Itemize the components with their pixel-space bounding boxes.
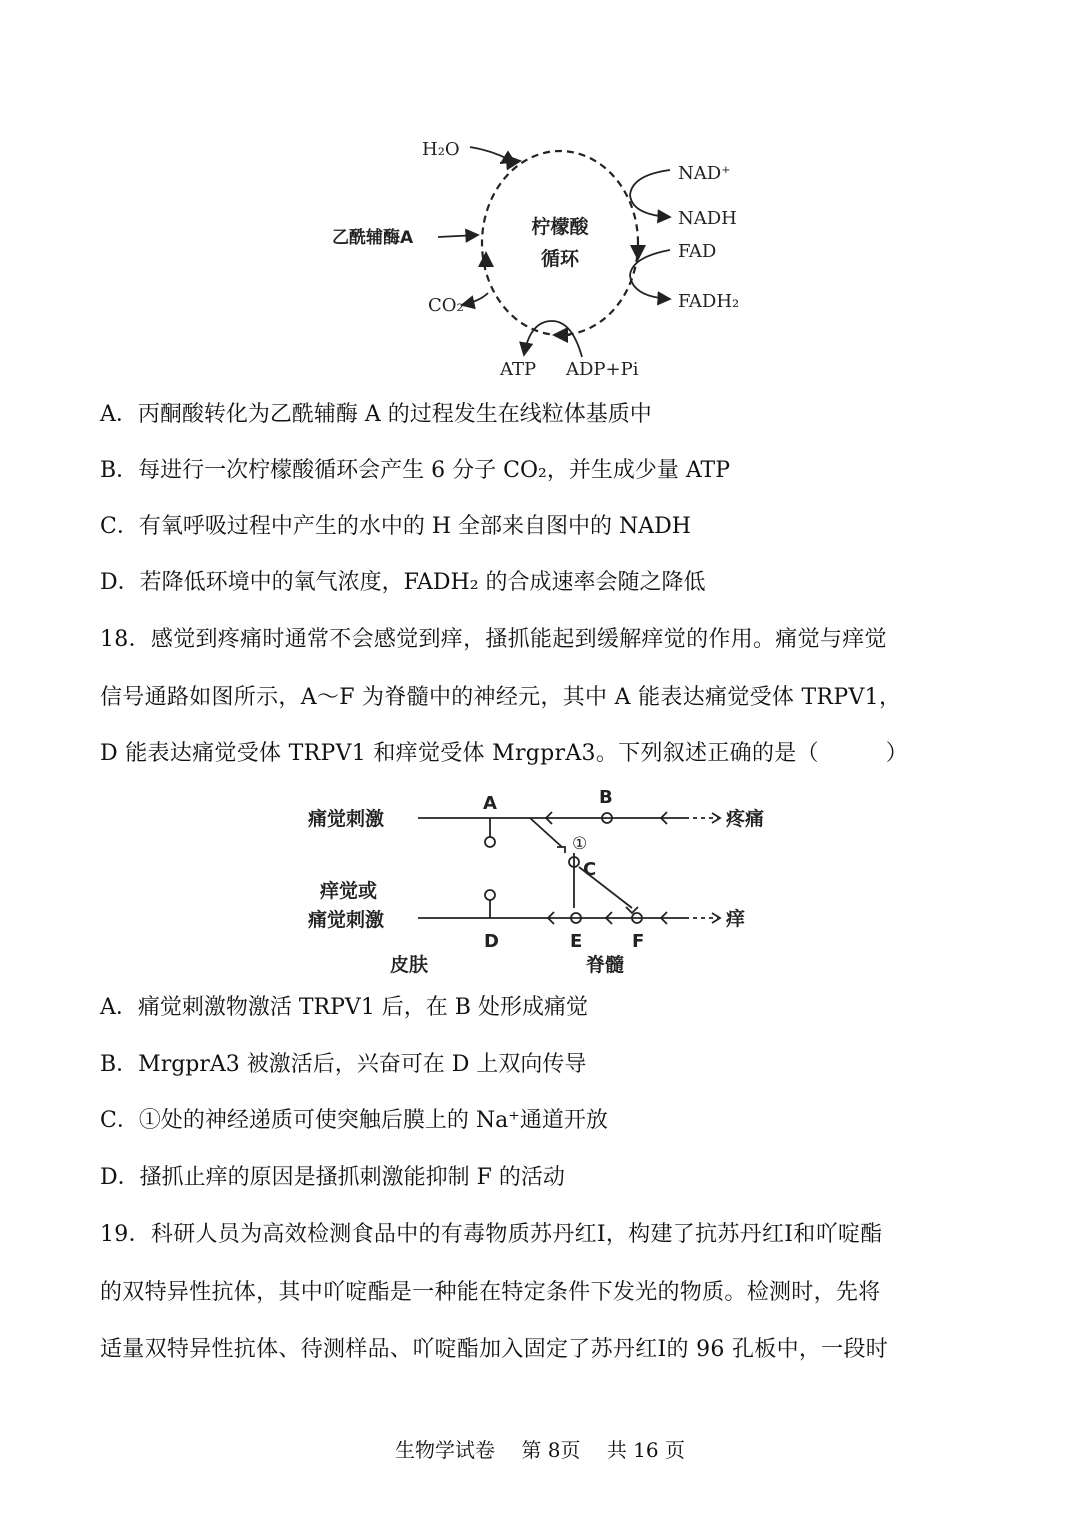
page-footer bbox=[0, 1436, 1080, 1464]
footer-subject: 生物学试卷 bbox=[395, 1438, 495, 1462]
q19-stem-line-2: 的双特异性抗体，其中吖啶酯是一种能在特定条件下发光的物质。检测时，先将 bbox=[100, 1280, 881, 1305]
center-label-1: 柠檬酸 bbox=[531, 216, 589, 238]
q18-option-b: B．MrgprA3 被激活后，兴奋可在 D 上双向传导 bbox=[100, 1052, 587, 1077]
center-label-2: 循环 bbox=[540, 248, 580, 270]
q17-option-c: C．有氧呼吸过程中产生的水中的 H 全部来自图中的 NADH bbox=[100, 514, 691, 539]
q18-option-d: D．搔抓止痒的原因是搔抓刺激能抑制 F 的活动 bbox=[100, 1165, 565, 1190]
co2-label: CO₂ bbox=[428, 295, 464, 316]
pain-output-head bbox=[712, 813, 720, 823]
fad-label: FAD bbox=[678, 241, 717, 262]
q18-stem-line-1: 18．感觉到疼痛时通常不会感觉到痒，搔抓能起到缓解痒觉的作用。痛觉与痒觉 bbox=[100, 627, 887, 652]
itch-stimulus-label-1: 痒觉或 bbox=[320, 880, 378, 902]
label-d: D bbox=[484, 931, 499, 952]
footer-total: 共 16 页 bbox=[606, 1438, 685, 1462]
nadh-label: NADH bbox=[678, 208, 737, 229]
co2-arrow bbox=[462, 293, 488, 305]
q19-stem-line-1: 19．科研人员为高效检测食品中的有毒物质苏丹红I，构建了抗苏丹红I和吖啶酯 bbox=[100, 1222, 883, 1247]
pain-output-label: 疼痛 bbox=[726, 808, 765, 830]
q18-option-a: A．痛觉刺激物激活 TRPV1 后，在 B 处形成痛觉 bbox=[100, 995, 588, 1020]
q18-stem-line-3: D 能表达痛觉受体 TRPV1 和痒觉受体 MrgprA3。下列叙述正确的是（ ） bbox=[100, 741, 909, 766]
skin-label: 皮肤 bbox=[390, 954, 429, 976]
itch-output-label: 痒 bbox=[726, 908, 746, 930]
itch-output-head bbox=[712, 913, 720, 923]
adp-to-atp-arrow bbox=[524, 321, 582, 357]
atp-label: ATP bbox=[500, 359, 537, 380]
synapse-1 bbox=[557, 847, 565, 853]
label-a: A bbox=[483, 793, 497, 814]
label-circle-1: ① bbox=[572, 834, 588, 854]
cycle-arrow-top bbox=[500, 161, 520, 163]
pain-itch-pathway-diagram bbox=[300, 785, 800, 980]
pain-stimulus-label: 痛觉刺激 bbox=[308, 808, 385, 830]
itch-stimulus-label-2: 痛觉刺激 bbox=[308, 909, 385, 931]
q19-stem-line-3: 适量双特异性抗体、待测样品、吖啶酯加入固定了苏丹红I的 96 孔板中，一段时 bbox=[100, 1337, 889, 1362]
q18-option-c: C．①处的神经递质可使突触后膜上的 Na⁺通道开放 bbox=[100, 1108, 608, 1133]
h2o-arrow bbox=[470, 147, 515, 163]
label-e: E bbox=[570, 931, 583, 952]
citric-acid-cycle-diagram bbox=[320, 125, 770, 390]
label-f: F bbox=[632, 931, 645, 952]
label-c: C bbox=[583, 859, 597, 880]
q17-option-a: A．丙酮酸转化为乙酰辅酶 A 的过程发生在线粒体基质中 bbox=[100, 402, 652, 427]
acetyl-coa-label: 乙酰辅酶A bbox=[332, 228, 414, 248]
acetyl-coa-arrow bbox=[438, 235, 478, 237]
fadh2-label: FADH₂ bbox=[678, 291, 740, 312]
neuron-d-body bbox=[485, 890, 495, 900]
q18-stem-line-2: 信号通路如图所示，A～F 为脊髓中的神经元，其中 A 能表达痛觉受体 TRPV1， bbox=[100, 685, 902, 710]
h2o-label: H₂O bbox=[422, 139, 460, 160]
branch-to-c bbox=[530, 818, 562, 847]
q17-option-d: D．若降低环境中的氧气浓度，FADH₂ 的合成速率会随之降低 bbox=[100, 570, 706, 595]
spinal-cord-label: 脊髓 bbox=[586, 954, 625, 976]
cycle-ellipse bbox=[482, 151, 638, 335]
footer-page: 第 8页 bbox=[521, 1438, 581, 1462]
nad-label: NAD⁺ bbox=[678, 163, 731, 184]
adp-pi-label: ADP+Pi bbox=[566, 359, 639, 380]
nad-to-nadh-arrow bbox=[630, 170, 670, 217]
q17-option-b: B．每进行一次柠檬酸循环会产生 6 分子 CO₂，并生成少量 ATP bbox=[100, 458, 730, 483]
neuron-a-body bbox=[485, 837, 495, 847]
label-b: B bbox=[599, 787, 613, 808]
